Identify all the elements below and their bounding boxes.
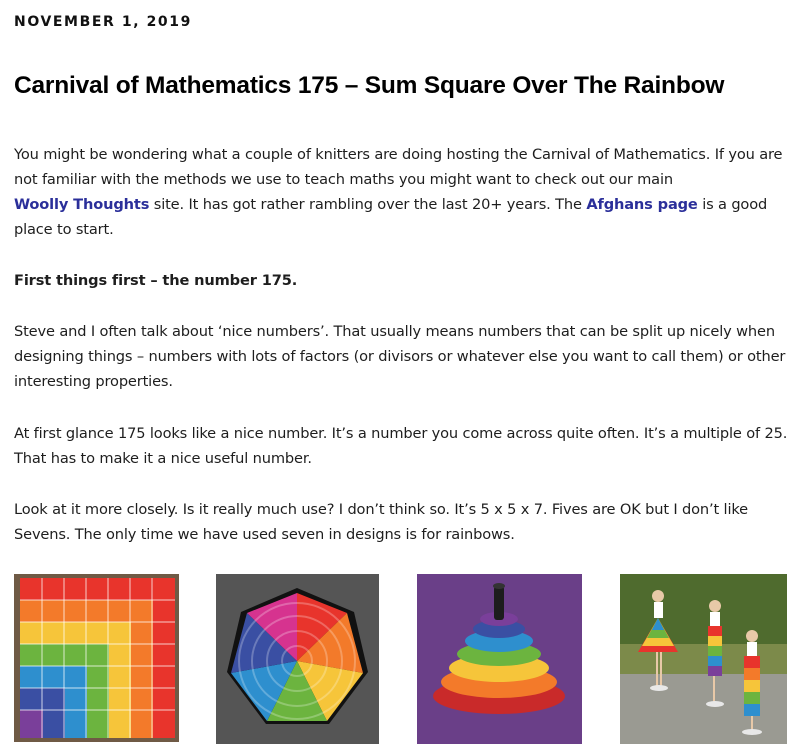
rainbow-stacking-rings-image[interactable] xyxy=(417,574,582,744)
intro-text-2: site. It has got rather rambling over the last 20+ years. The xyxy=(153,196,582,213)
intro-paragraph xyxy=(14,142,790,242)
spiral-rainbow-blanket-image[interactable] xyxy=(216,574,379,744)
closer-look-paragraph: Look at it more closely. Is it really much use? I don’t think so. It’s 5 x 5 x 7. Fives are OK but I don’t like Sevens. The only time we have used seven in designs is for rainbows. xyxy=(14,501,748,543)
first-glance-paragraph: At first glance 175 looks like a nice number. It’s a number you come across quite often. It’s a multiple of 25. That has to make it a nice useful number. xyxy=(14,425,788,467)
nice-numbers-paragraph: Steve and I often talk about ‘nice numbers’. That usually means numbers that can be split up nicely when designing things – numbers with lots of factors (or divisors or whatever else you want to call them) or other interesting properties. xyxy=(14,323,786,390)
post-date: NOVEMBER 1, 2019 xyxy=(14,14,192,30)
woolly-thoughts-link[interactable]: Woolly Thoughts xyxy=(14,196,150,213)
post-title[interactable]: Carnival of Mathematics 175 – Sum Square Over The Rainbow xyxy=(14,72,725,99)
intro-text-3: is a good place to start. xyxy=(14,196,768,238)
image-gallery xyxy=(14,574,800,753)
number-heading: First things first – the number 175. xyxy=(14,272,298,289)
dolls-rainbow-skirts-image[interactable] xyxy=(620,574,787,744)
rainbow-square-blanket-image[interactable] xyxy=(14,574,179,742)
afghans-page-link[interactable]: Afghans page xyxy=(586,196,698,213)
intro-text-1: You might be wondering what a couple of knitters are doing hosting the Carnival of Mathematics. If you are not familiar with the methods we use to teach maths you might want to check out our main xyxy=(14,146,783,188)
